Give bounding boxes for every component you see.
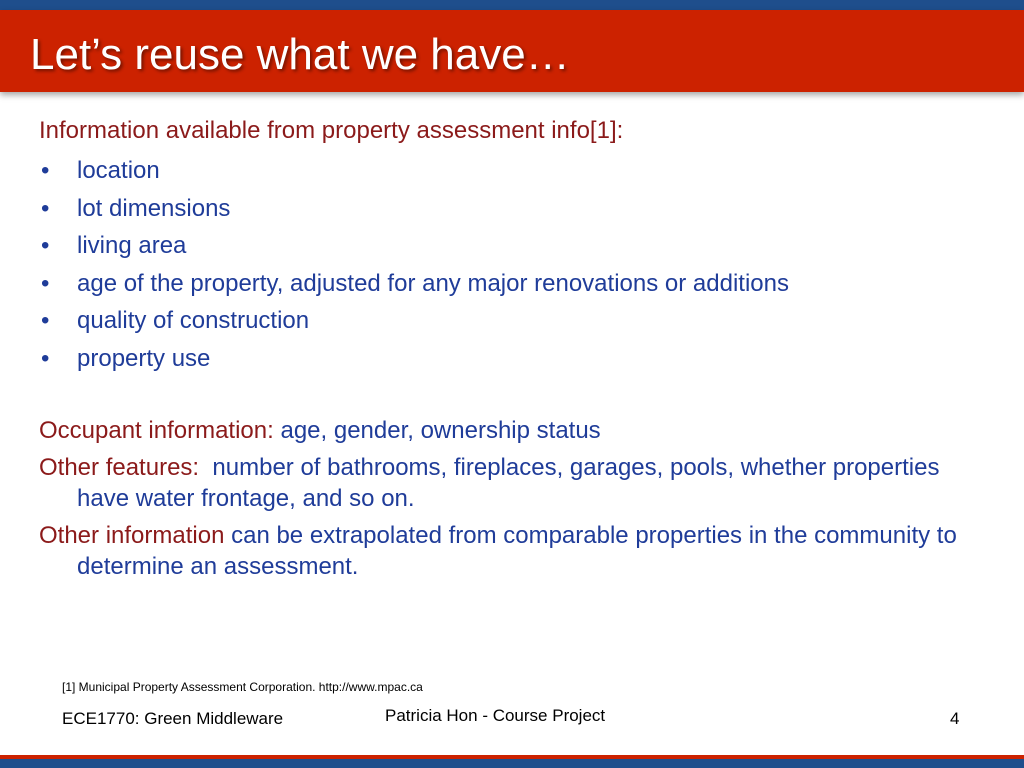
list-item (39, 302, 979, 340)
list-item (39, 340, 979, 378)
list-item (39, 265, 979, 303)
other-paragraph (39, 520, 979, 582)
list-item-text: location (77, 157, 160, 184)
features-label: Other features: (39, 454, 200, 481)
list-item (39, 227, 979, 265)
bullet-icon: • (41, 157, 50, 184)
list-item-text: age of the property, adjusted for any major renovations or additions (77, 269, 789, 297)
list-item (39, 190, 979, 228)
list-item-text: quality of construction (77, 307, 310, 334)
occupant-paragraph (39, 415, 979, 446)
title-bar (0, 10, 1024, 92)
list-item-text: living area (77, 232, 187, 259)
bullet-icon: • (41, 307, 50, 334)
list-item-text: lot dimensions (77, 194, 231, 222)
bullet-icon: • (41, 194, 50, 222)
other-label: Other information (39, 522, 225, 549)
intro-heading: Information available from property assessment info[1]: (39, 117, 624, 144)
list-item (39, 152, 979, 190)
features-paragraph (39, 452, 979, 514)
slide-content (39, 114, 979, 582)
bottom-blue-band (0, 759, 1024, 768)
other-text: can be extrapolated from comparable properties in the community to determine an assessment. (77, 522, 957, 580)
features-text: number of bathrooms, fireplaces, garages, pools, whether properties have water frontage, and so on. (77, 454, 947, 512)
bullet-icon: • (41, 344, 50, 372)
footer-author: Patricia Hon - Course Project (385, 706, 606, 725)
bullet-icon: • (41, 269, 50, 297)
slide-title: Let’s reuse what we have… (30, 30, 570, 79)
footnote: [1] Municipal Property Assessment Corporation. http://www.mpac.ca (62, 680, 423, 694)
occupant-label: Occupant information: (39, 417, 274, 444)
list-item-text: property use (77, 344, 211, 372)
footer-course: ECE1770: Green Middleware (62, 709, 284, 728)
page-number: 4 (950, 709, 960, 728)
bullet-icon: • (41, 232, 50, 259)
top-accent-band (0, 0, 1024, 10)
occupant-text: age, gender, ownership status (273, 417, 601, 444)
bullet-list (39, 152, 979, 377)
